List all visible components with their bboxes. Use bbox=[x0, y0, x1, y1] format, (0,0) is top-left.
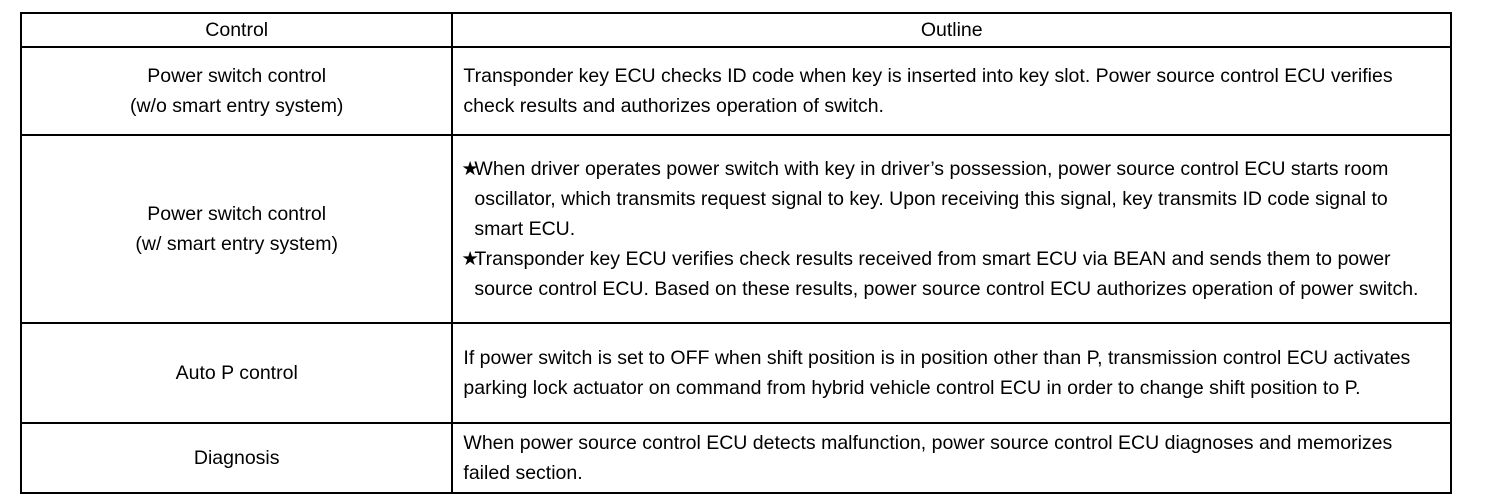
header-control: Control bbox=[21, 13, 452, 47]
outline-item bbox=[463, 154, 1440, 244]
table-row bbox=[21, 135, 1451, 323]
control-cell bbox=[21, 323, 452, 423]
outline-cell: When power source control ECU detects malfunction, power source control ECU diagnoses and memorizes failed section. bbox=[452, 423, 1451, 493]
control-label-line: Diagnosis bbox=[193, 447, 280, 469]
outline-item-text: When driver operates power switch with key in driver’s possession, power source control ECU starts room oscillator, which transmits request signal to key. Upon receiving this signal, key transmits ID code signal to smart ECU. bbox=[474, 158, 1389, 240]
star-icon: ★ bbox=[461, 158, 479, 180]
header-outline: Outline bbox=[452, 13, 1451, 47]
outline-cell: If power switch is set to OFF when shift position is in position other than P, transmission control ECU activates parking lock actuator on command from hybrid vehicle control ECU in order to change shift position to P. bbox=[452, 323, 1451, 423]
control-cell bbox=[21, 135, 452, 323]
control-label-line: (w/o smart entry system) bbox=[129, 95, 344, 117]
control-label-line: Power switch control bbox=[147, 203, 327, 225]
outline-cell bbox=[452, 135, 1451, 323]
control-label-line: Auto P control bbox=[175, 362, 298, 384]
table-row bbox=[21, 423, 1451, 493]
control-outline-table bbox=[20, 12, 1452, 494]
header-row bbox=[21, 13, 1451, 47]
control-cell bbox=[21, 47, 452, 135]
outline-item bbox=[463, 244, 1440, 304]
control-cell bbox=[21, 423, 452, 493]
outline-item-text: Transponder key ECU verifies check results received from smart ECU via BEAN and sends them to power source control ECU. Based on these results, power source control ECU authorizes operation of power switch. bbox=[474, 248, 1419, 300]
star-icon: ★ bbox=[461, 248, 479, 270]
control-label-line: (w/ smart entry system) bbox=[135, 233, 339, 255]
table-row bbox=[21, 47, 1451, 135]
table-row bbox=[21, 323, 1451, 423]
control-label-line: Power switch control bbox=[147, 65, 327, 87]
outline-cell: Transponder key ECU checks ID code when key is inserted into key slot. Power source control ECU verifies check results and authorizes operation of switch. bbox=[452, 47, 1451, 135]
